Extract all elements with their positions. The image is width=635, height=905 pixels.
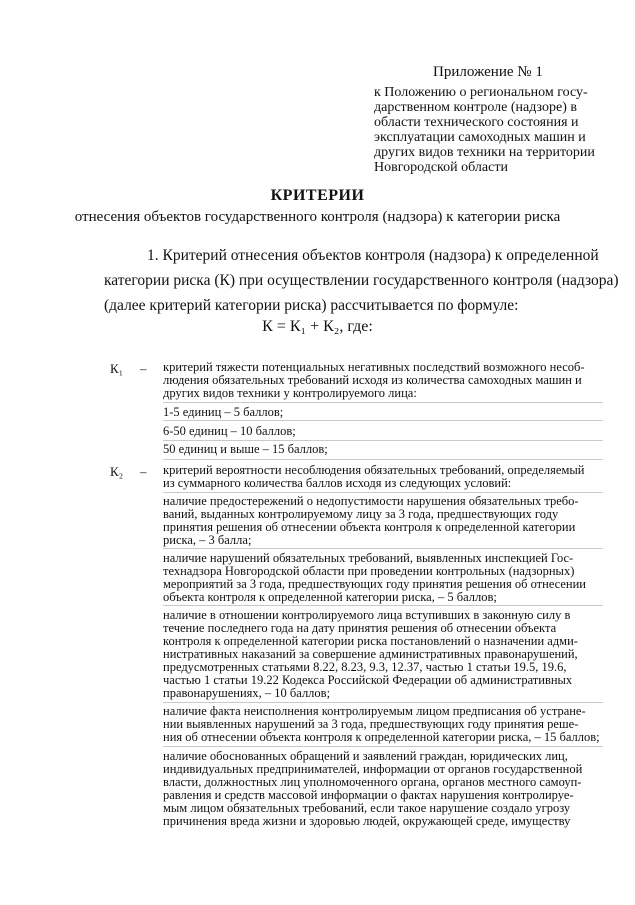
text-line: риска, – 3 балла; bbox=[163, 533, 252, 547]
text-line: предусмотренных статьями 8.22, 8.23, 9.3, 12.37, частью 1 статьи 19.5, 19.6, bbox=[163, 660, 567, 674]
divider bbox=[163, 402, 603, 403]
text-line: частью 1 статьи 19.22 Кодекса Российской Федерации об административных bbox=[163, 673, 573, 687]
appendix-line: области технического состояния и bbox=[374, 115, 579, 130]
appendix-line: эксплуатации самоходных машин и bbox=[374, 130, 586, 145]
document-subheading: отнесения объектов государственного контроля (надзора) к категории риска bbox=[74, 209, 561, 225]
text-line: ния об отнесении объекта контроля к определенной категории риска, – 15 баллов; bbox=[163, 730, 600, 744]
appendix-line: Новгородской области bbox=[374, 160, 508, 175]
text-line: наличие нарушений обязательных требований, выявленных инспекцией Гос- bbox=[163, 551, 574, 565]
text-line: мым лицом обязательных требований, если такое нарушение создало угрозу bbox=[163, 801, 571, 815]
text-line: объекта контроля к определенной категории риска, – 5 баллов; bbox=[163, 590, 497, 604]
text-line: власти, должностных лиц уполномоченного органа, органов местного самоуп- bbox=[163, 775, 582, 789]
appendix-line: других видов техники на территории bbox=[374, 145, 595, 160]
k2-condition bbox=[163, 495, 603, 547]
k1-option: 1-5 единиц – 5 баллов; bbox=[163, 405, 284, 419]
k2-condition bbox=[163, 552, 603, 604]
k1-option: 50 единиц и выше – 15 баллов; bbox=[163, 442, 328, 456]
k2-condition bbox=[163, 609, 603, 700]
divider bbox=[163, 440, 603, 441]
appendix-reference bbox=[374, 85, 604, 175]
divider bbox=[163, 702, 603, 703]
text-line: технадзора Новгородской области при проведении контрольных (надзорных) bbox=[163, 564, 575, 578]
paragraph-line: (далее критерий категории риска) рассчитывается по формуле: bbox=[104, 297, 519, 314]
paragraph-line: 1. Критерий отнесения объектов контроля (надзора) к определенной bbox=[147, 247, 599, 264]
formula: К = К₁ + К₂, где: bbox=[262, 318, 373, 335]
divider bbox=[163, 420, 603, 421]
appendix-title: Приложение № 1 bbox=[433, 64, 543, 80]
divider bbox=[163, 492, 603, 493]
text-line: людения обязательных требований исходя из количества самоходных машин и bbox=[163, 373, 582, 387]
text-line: мероприятий за 3 года, предшествующих году принятия решения об отнесении bbox=[163, 577, 586, 591]
text-line: течение последнего года на дату принятия решения об отнесении объекта bbox=[163, 621, 557, 635]
document-heading: КРИТЕРИИ bbox=[270, 187, 365, 204]
k1-dash: – bbox=[140, 361, 147, 376]
divider bbox=[163, 548, 603, 549]
k1-definition bbox=[163, 361, 603, 400]
text-line: наличие предостережений о недопустимости нарушения обязательных требо- bbox=[163, 494, 579, 508]
text-line: наличие факта неисполнения контролируемым лицом предписания об устране- bbox=[163, 704, 586, 718]
text-line: равления и средств массовой информации о фактах нарушения контролируе- bbox=[163, 788, 574, 802]
text-line: нии выявленных нарушений за 3 года, предшествующих году принятия реше- bbox=[163, 717, 579, 731]
k2-dash: – bbox=[140, 464, 147, 479]
divider bbox=[163, 605, 603, 606]
appendix-line: дарственном контроле (надзоре) в bbox=[374, 100, 577, 115]
text-line: наличие обоснованных обращений и заявлений граждан, юридических лиц, bbox=[163, 749, 568, 763]
k2-label: К₂ bbox=[110, 464, 124, 479]
k1-label: К₁ bbox=[110, 361, 124, 376]
divider bbox=[163, 459, 603, 460]
text-line: из суммарного количества баллов исходя из следующих условий: bbox=[163, 476, 512, 490]
text-line: контроля к определенной категории риска постановлений о назначении адми- bbox=[163, 634, 578, 648]
paragraph-line: категории риска (К) при осуществлении государственного контроля (надзора) bbox=[104, 272, 619, 289]
text-line: критерий тяжести потенциальных негативных последствий возможного несоб- bbox=[163, 360, 585, 374]
k2-condition bbox=[163, 750, 603, 828]
text-line: наличие в отношении контролируемого лица вступивших в законную силу в bbox=[163, 608, 571, 622]
appendix-line: к Положению о региональном госу- bbox=[374, 85, 588, 100]
text-line: принятия решения об отнесении объекта контроля к определенной категории bbox=[163, 520, 576, 534]
text-line: других видов техники у контролируемого лица: bbox=[163, 386, 417, 400]
text-line: нистративных наказаний за совершение административных правонарушений, bbox=[163, 647, 578, 661]
divider bbox=[163, 746, 603, 747]
k1-option: 6-50 единиц – 10 баллов; bbox=[163, 424, 296, 438]
text-line: правонарушениях, – 10 баллов; bbox=[163, 686, 331, 700]
text-line: критерий вероятности несоблюдения обязательных требований, определяемый bbox=[163, 463, 585, 477]
text-line: ваний, выданных контролируемому лицу за 3 года, предшествующих году bbox=[163, 507, 559, 521]
k2-condition bbox=[163, 705, 603, 744]
text-line: причинения вреда жизни и здоровью людей, окружающей среде, имуществу bbox=[163, 814, 571, 828]
k2-definition bbox=[163, 464, 603, 490]
paragraph-1 bbox=[104, 243, 619, 318]
text-line: индивидуальных предпринимателей, информации от органов государственной bbox=[163, 762, 583, 776]
